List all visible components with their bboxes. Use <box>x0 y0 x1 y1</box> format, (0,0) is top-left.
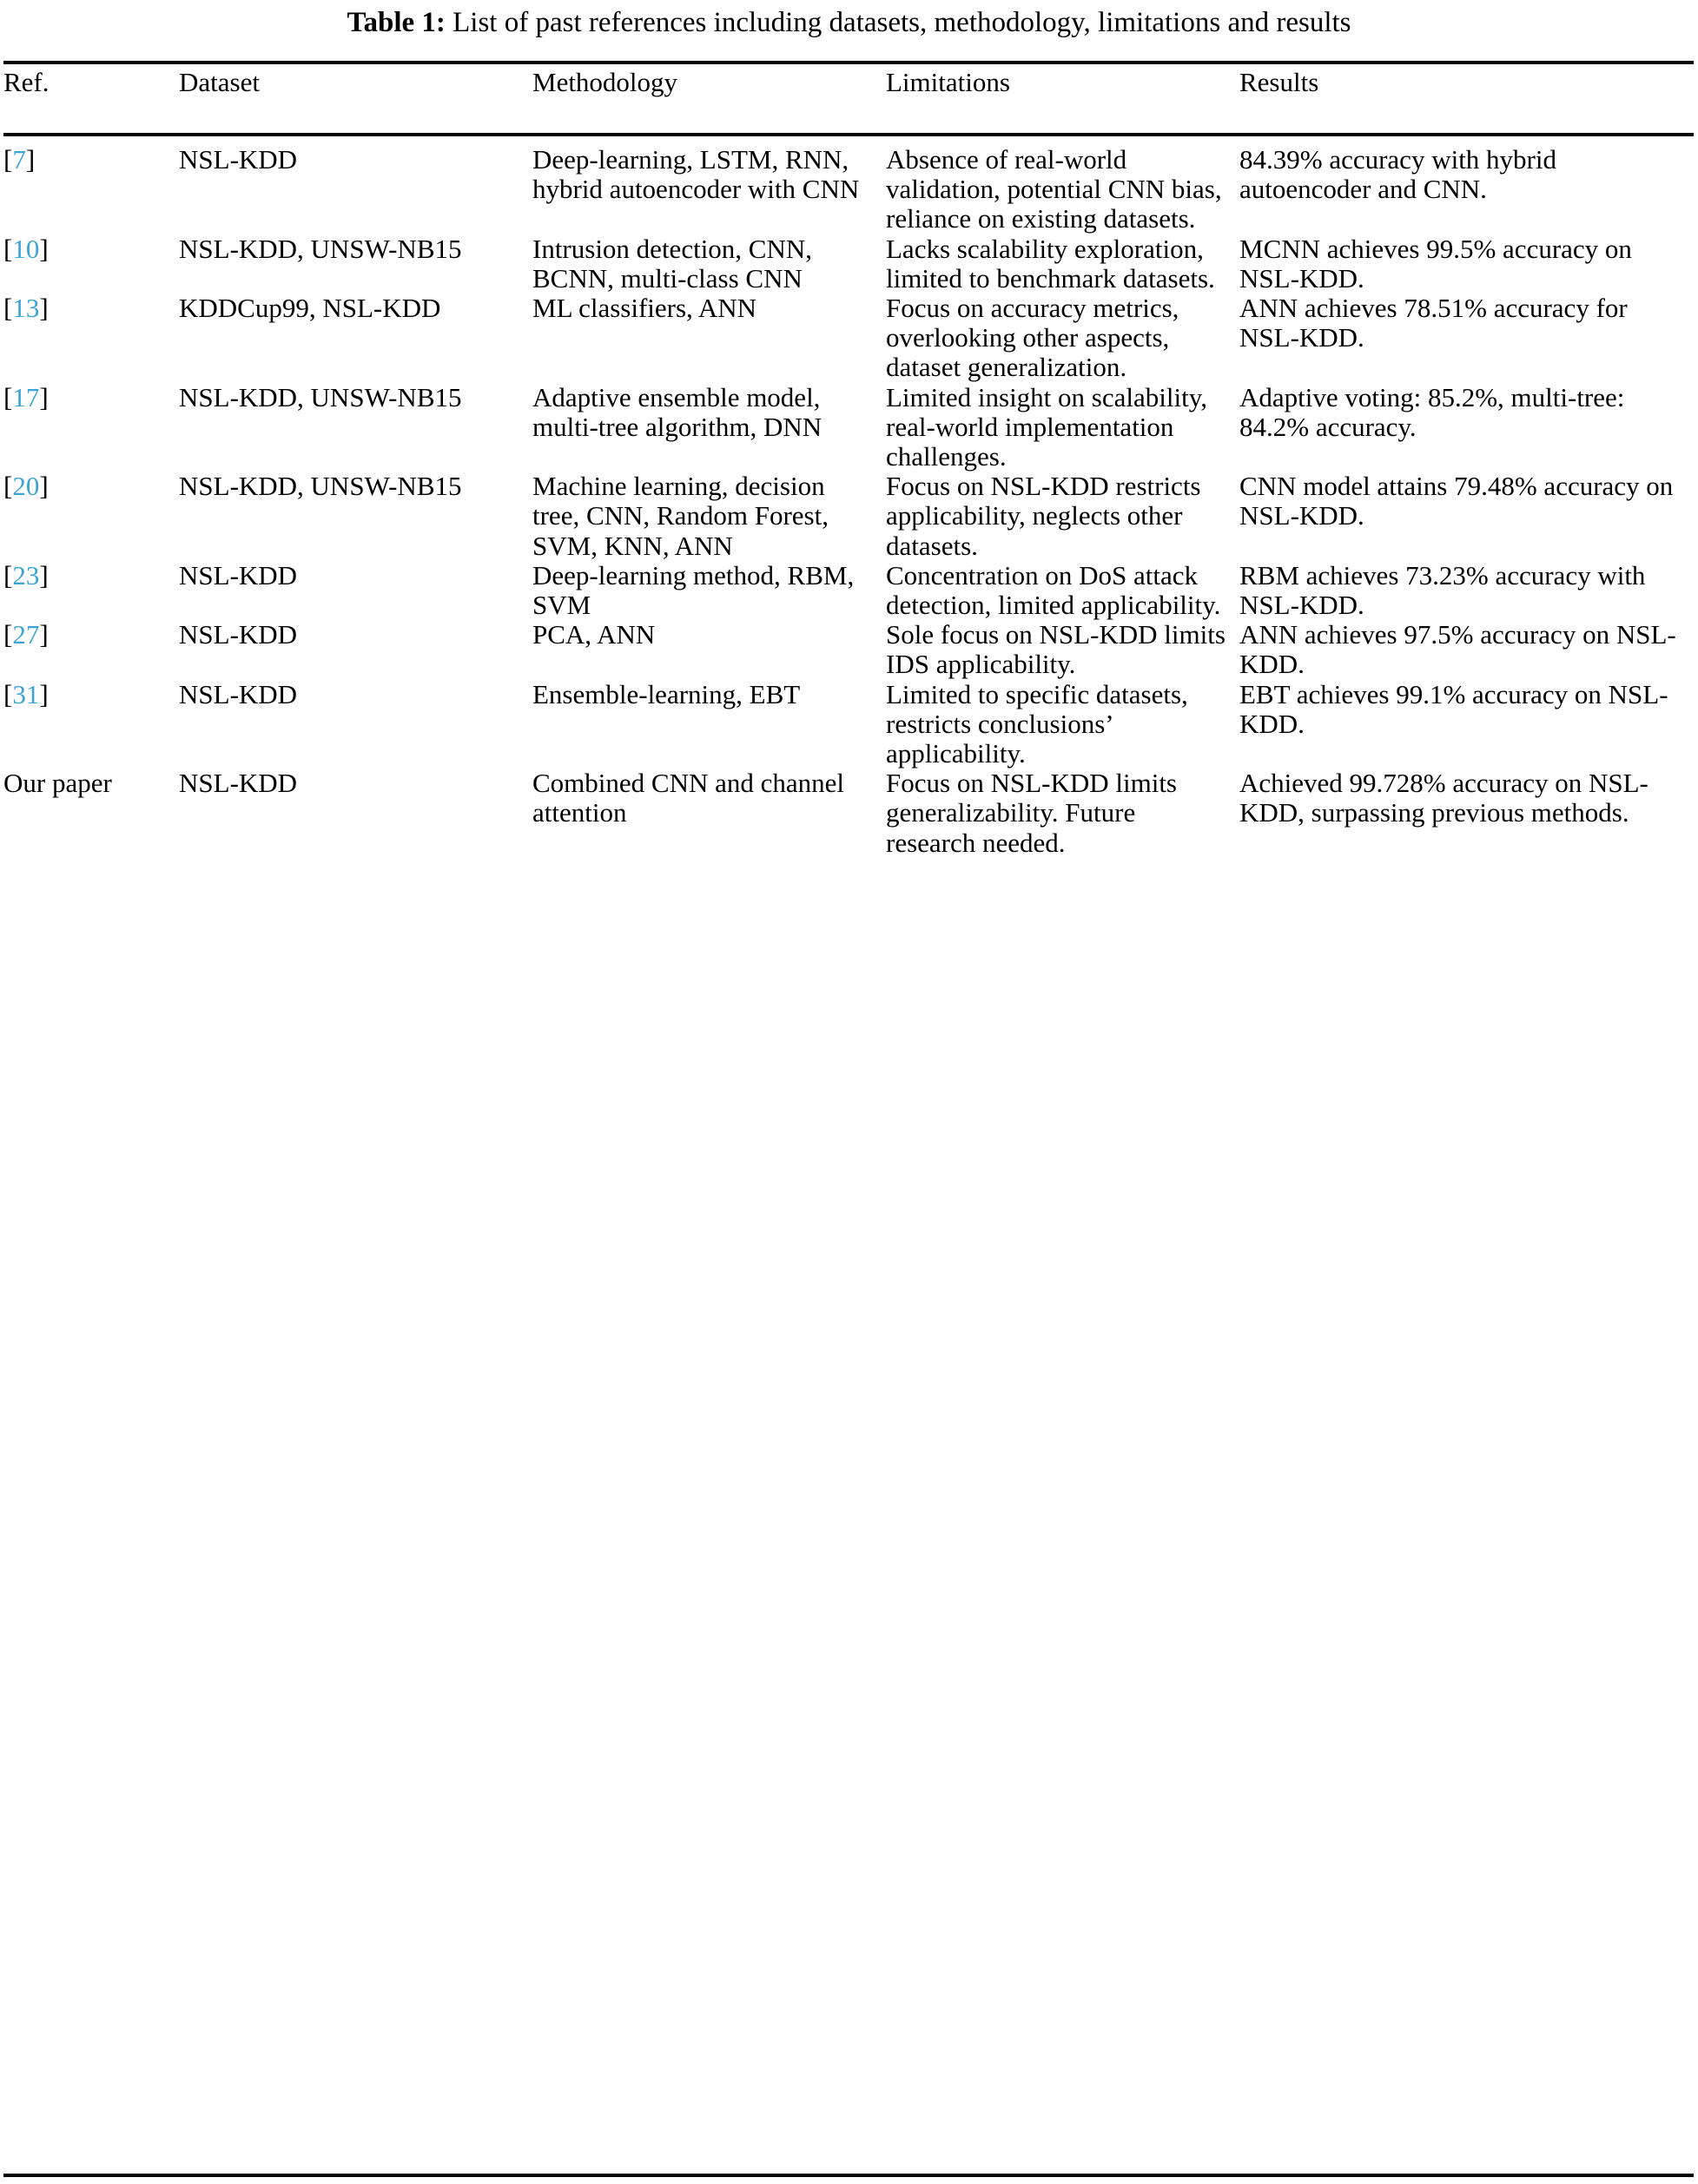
ref-bracket-close: ] <box>39 678 49 709</box>
cell-limitations: Focus on NSL-KDD limits generalizability. Future research needed. <box>886 768 1177 858</box>
ref-bracket-open: [ <box>3 559 13 591</box>
cell-methodology: Machine learning, decision tree, CNN, Random Forest, SVM, KNN, ANN <box>532 471 829 561</box>
reference-link[interactable] <box>3 471 49 501</box>
ref-number: 23 <box>12 559 40 591</box>
table-row <box>3 620 1694 679</box>
cell-dataset: NSL-KDD <box>179 678 298 709</box>
cell-dataset: NSL-KDD, UNSW-NB15 <box>179 471 462 502</box>
reference-link[interactable] <box>3 144 35 175</box>
table-row <box>3 472 1694 561</box>
reference-link[interactable] <box>3 619 49 650</box>
table-row <box>3 769 1694 858</box>
cell-limitations: Concentration on DoS attack detection, limited applicability. <box>886 559 1221 621</box>
ref-bracket-open: [ <box>3 144 13 175</box>
cell-methodology: Combined CNN and channel attention <box>532 768 845 828</box>
cell-dataset: NSL-KDD <box>179 619 298 650</box>
ref-bracket-open: [ <box>3 619 13 650</box>
ref-bracket-open: [ <box>3 381 13 412</box>
table-top-rule <box>3 61 1694 64</box>
cell-limitations: Limited insight on scalability, real-world implementation challenges. <box>886 381 1207 472</box>
ref-number: 27 <box>12 619 40 650</box>
cell-results: MCNN achieves 99.5% accuracy on NSL-KDD. <box>1239 233 1632 294</box>
caption-label: Table 1: <box>347 7 446 38</box>
cell-dataset: NSL-KDD, UNSW-NB15 <box>179 381 462 412</box>
cell-ref <box>3 561 179 620</box>
table-header <box>3 68 1694 133</box>
cell-limitations: Focus on NSL-KDD restricts applicability, neglects other datasets. <box>886 471 1201 561</box>
cell-results: 84.39% accuracy with hybrid autoencoder and CNN. <box>1239 144 1556 205</box>
table-row <box>3 383 1694 472</box>
ref-number: 7 <box>12 144 26 175</box>
table-caption <box>0 3 1698 42</box>
cell-ref <box>3 472 179 561</box>
cell-limitations: Absence of real-world validation, potential CNN bias, reliance on existing datasets. <box>886 144 1222 234</box>
ref-bracket-close: ] <box>39 471 49 502</box>
ref-bracket-close: ] <box>39 559 49 591</box>
cell-limitations: Focus on accuracy metrics, overlooking other aspects, dataset generalization. <box>886 293 1179 383</box>
caption-text: List of past references including datasets, methodology, limitations and results <box>453 7 1351 38</box>
table-row <box>3 133 1694 234</box>
ref-number: 31 <box>12 678 40 709</box>
cell-ref <box>3 234 179 294</box>
table-bottom-rule <box>3 2174 1694 2177</box>
ref-bracket-open: [ <box>3 293 13 324</box>
cell-dataset: NSL-KDD, UNSW-NB15 <box>179 233 462 264</box>
ref-plain: Our paper <box>3 768 112 799</box>
table-row <box>3 680 1694 769</box>
cell-results: ANN achieves 97.5% accuracy on NSL-KDD. <box>1239 619 1676 680</box>
column-header-methodology: Methodology <box>532 67 678 97</box>
ref-bracket-close: ] <box>39 381 49 412</box>
ref-bracket-open: [ <box>3 471 13 502</box>
cell-dataset: NSL-KDD <box>179 559 298 591</box>
cell-methodology: Adaptive ensemble model, multi-tree algorithm, DNN <box>532 381 823 442</box>
column-header-ref: Ref. <box>3 67 50 97</box>
cell-limitations: Lacks scalability exploration, limited to benchmark datasets. <box>886 233 1215 294</box>
reference-link[interactable] <box>3 382 49 412</box>
cell-ref <box>3 680 179 769</box>
ref-number: 20 <box>12 471 40 502</box>
header-row <box>3 68 1694 133</box>
cell-dataset: NSL-KDD <box>179 768 298 799</box>
cell-methodology: Intrusion detection, CNN, BCNN, multi-class CNN <box>532 233 813 294</box>
cell-results: CNN model attains 79.48% accuracy on NSL-KDD. <box>1239 471 1674 531</box>
table-row <box>3 234 1694 294</box>
cell-results: EBT achieves 99.1% accuracy on NSL-KDD. <box>1239 678 1668 739</box>
reference-link[interactable] <box>3 234 49 264</box>
ref-number: 13 <box>12 293 40 324</box>
column-header-results: Results <box>1239 67 1319 97</box>
table-row <box>3 561 1694 620</box>
cell-limitations: Limited to specific datasets, restricts conclusions’ applicability. <box>886 678 1188 769</box>
table-row <box>3 294 1694 383</box>
reference-link[interactable] <box>3 679 49 709</box>
cell-methodology: Deep-learning method, RBM, SVM <box>532 559 855 621</box>
ref-bracket-open: [ <box>3 678 13 709</box>
reference-link[interactable] <box>3 560 49 591</box>
ref-number: 10 <box>12 233 40 264</box>
ref-bracket-open: [ <box>3 233 13 264</box>
ref-bracket-close: ] <box>39 233 49 264</box>
cell-dataset: KDDCup99, NSL-KDD <box>179 293 441 324</box>
cell-limitations: Sole focus on NSL-KDD limits IDS applicability. <box>886 619 1226 680</box>
cell-methodology: Ensemble-learning, EBT <box>532 678 801 709</box>
cell-results: Adaptive voting: 85.2%, multi-tree: 84.2% accuracy. <box>1239 381 1625 442</box>
ref-bracket-close: ] <box>39 293 49 324</box>
cell-ref <box>3 294 179 383</box>
cell-methodology: Deep-learning, LSTM, RNN, hybrid autoencoder with CNN <box>532 144 860 205</box>
column-header-dataset: Dataset <box>179 67 260 97</box>
column-header-limitations: Limitations <box>886 67 1010 97</box>
cell-methodology: PCA, ANN <box>532 619 656 650</box>
cell-ref <box>3 133 179 234</box>
cell-results: RBM achieves 73.23% accuracy with NSL-KDD. <box>1239 559 1646 621</box>
cell-methodology: ML classifiers, ANN <box>532 293 757 324</box>
references-table <box>3 68 1694 858</box>
table-body <box>3 133 1694 858</box>
reference-link[interactable] <box>3 293 49 323</box>
cell-results: ANN achieves 78.51% accuracy for NSL-KDD. <box>1239 293 1628 353</box>
ref-bracket-close: ] <box>25 144 36 175</box>
cell-ref <box>3 769 179 858</box>
ref-bracket-close: ] <box>39 619 49 650</box>
cell-ref <box>3 383 179 472</box>
ref-number: 17 <box>12 381 40 412</box>
cell-dataset: NSL-KDD <box>179 144 298 175</box>
cell-results: Achieved 99.728% accuracy on NSL-KDD, surpassing previous methods. <box>1239 768 1648 828</box>
cell-ref <box>3 620 179 679</box>
